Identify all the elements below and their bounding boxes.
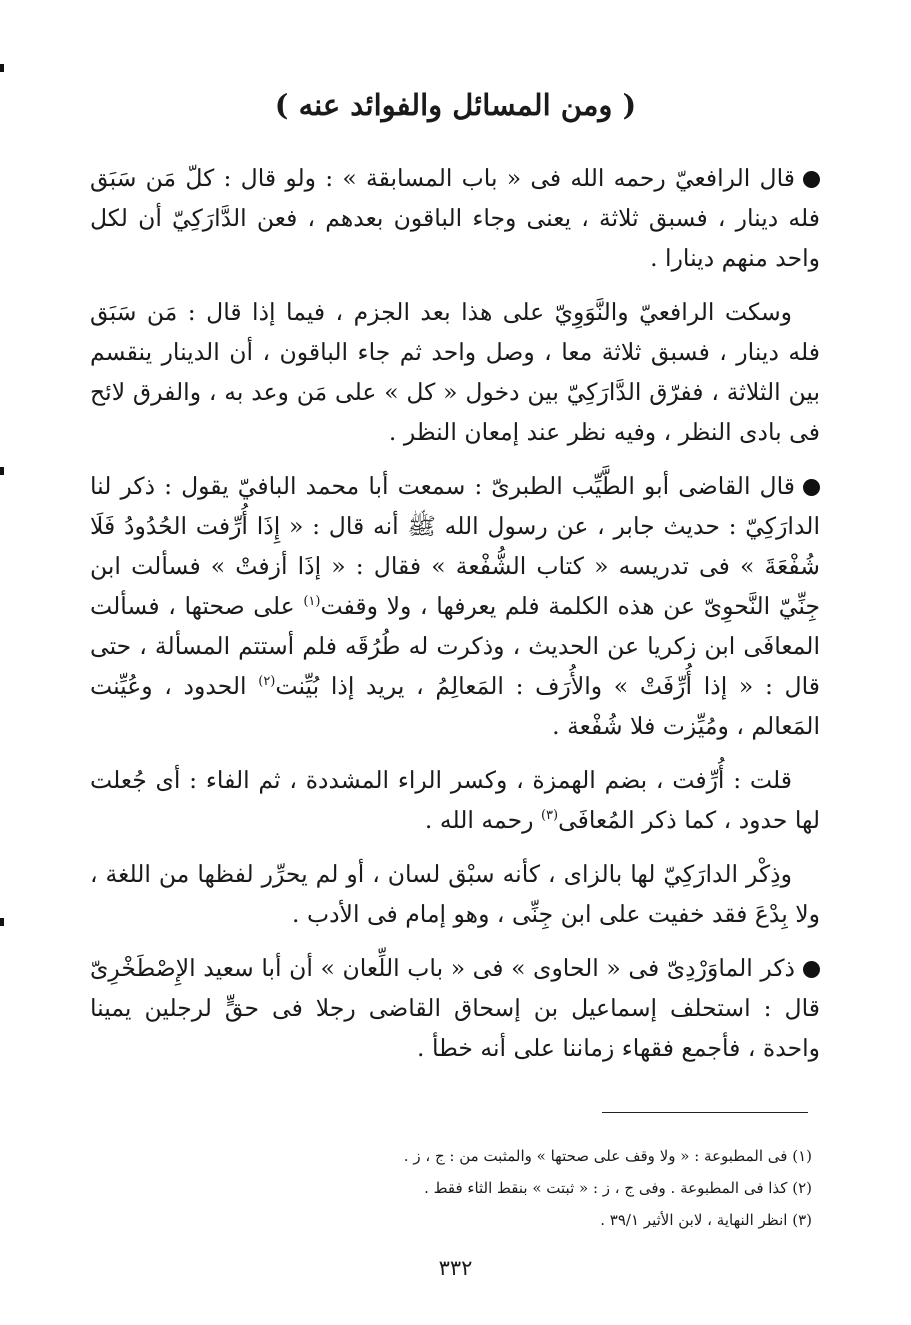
footnote-marker-2: (٢)	[258, 674, 276, 690]
main-text	[90, 158, 820, 1082]
page-heading: ( ومن المسائل والفوائد عنه )	[274, 88, 637, 122]
paragraph-text-part: رحمه الله .	[424, 806, 541, 834]
paragraph-text: وذِكْر الدارَكِيّ لها بالزاى ، كأنه سبْق لسان ، أو لم يحرِّر لفظها من اللغة ، ولا بِدْعَ فقد خفيت على ابن جِنِّى ، وهو إمام فى الأدب .	[90, 860, 820, 928]
paragraph-qadi-tabari	[90, 466, 820, 746]
paragraph-text-part: الحدود ، وعُيِّنت المَعالم ، ومُيِّزت فلا شُفْعة .	[90, 672, 820, 740]
paragraph-text: ذكر الماوَرْدِىّ فى « الحاوى » فى « باب اللِّعان » أن أبا سعيد الإِصْطَخْرِىّ قال : استحلف إسماعيل بن إسحاق القاضى رجلا فى حقٍّ لرجلين يمينا واحدة ، فأجمع فقهاء زماننا على أنه خطأ .	[90, 954, 820, 1062]
footnotes	[90, 1140, 812, 1236]
paragraph-text-part: على صحتها ، فسألت المعافَى ابن زكريا عن الحديث ، وذكرت له طُرُقَه فلم أستتم المسألة ، حتى قال : « إذا أُرِّفَتْ » والأُرَف : المَعالِمُ ، يريد إذا بُيِّنت	[90, 592, 820, 700]
paragraph-text-part: قلت : أُرِّفت ، بضم الهمزة ، وكسر الراء المشددة ، ثم الفاء : أى جُعلت لها حدود ، كما ذكر المُعافَى	[90, 766, 820, 834]
bullet-dot-icon	[803, 171, 820, 188]
paragraph-darakii-zay	[90, 854, 820, 934]
bullet-dot-icon	[803, 961, 820, 978]
left-edge-mark-middle	[0, 467, 4, 475]
paragraph-text-part: قال القاضى أبو الطَّيِّب الطبرىّ : سمعت أبا محمد البافيّ يقول : ذكر لنا الدارَكِيّ : حديث جابر ، عن رسول الله ﷺ أنه قال : « إِذَا أُرِّفت الحُدُودُ فَلَا شُفْعَةَ » فى تدريسه « كتاب الشُّفْعة » فقال : « إذَا أزفتْ » فسألت ابن جِنِّيّ النَّحوِىّ عن هذه الكلمة فلم يعرفها ، ولا وقفت	[90, 472, 821, 620]
left-edge-mark-lower	[0, 918, 4, 926]
footnote-3: (٣) انظر النهاية ، لابن الأثير ٣٩/١ .	[600, 1211, 812, 1229]
footnote-separator	[602, 1112, 808, 1113]
bullet-dot-icon	[803, 479, 820, 496]
page-number: ٣٣٢	[438, 1256, 473, 1280]
footnote-2: (٢) كذا فى المطبوعة . وفى ج ، ز : « ثبتت » بنقط الثاء فقط .	[424, 1179, 812, 1197]
footnote-marker-1: (١)	[303, 594, 321, 610]
footnote-marker-3: (٣)	[540, 808, 559, 824]
paragraph-qultu	[90, 760, 820, 840]
paragraph-text: قال الرافعيّ رحمه الله فى « باب المسابقة » : ولو قال : كلّ مَن سَبَق فله دينار ، فسبق ثلاثة ، يعنى وجاء الباقون بعدهم ، فعن الدَّارَكِيّ أن لكل واحد منهم دينارا .	[90, 164, 820, 272]
paragraph-rafii-musabaqa	[90, 158, 820, 278]
left-edge-mark-top	[0, 64, 4, 72]
paragraph-mawardi	[90, 948, 820, 1068]
paragraph-rafii-nawawi	[90, 292, 820, 452]
footnote-1: (١) فى المطبوعة : « ولا وقف على صحتها » والمثبت من : ج ، ز .	[403, 1147, 812, 1165]
paragraph-text: وسكت الرافعيّ والنَّوَوِيّ على هذا بعد الجزم ، فيما إذا قال : مَن سَبَق فله دينار ، فسبق ثلاثة معا ، وصل واحد ثم جاء الباقون ، أن الدينار ينقسم بين الثلاثة ، ففرّق الدَّارَكِيّ بين دخول « كل » على مَن وعد به ، والفرق لائح فى بادى النظر ، وفيه نظر عند إمعان النظر .	[90, 298, 820, 446]
